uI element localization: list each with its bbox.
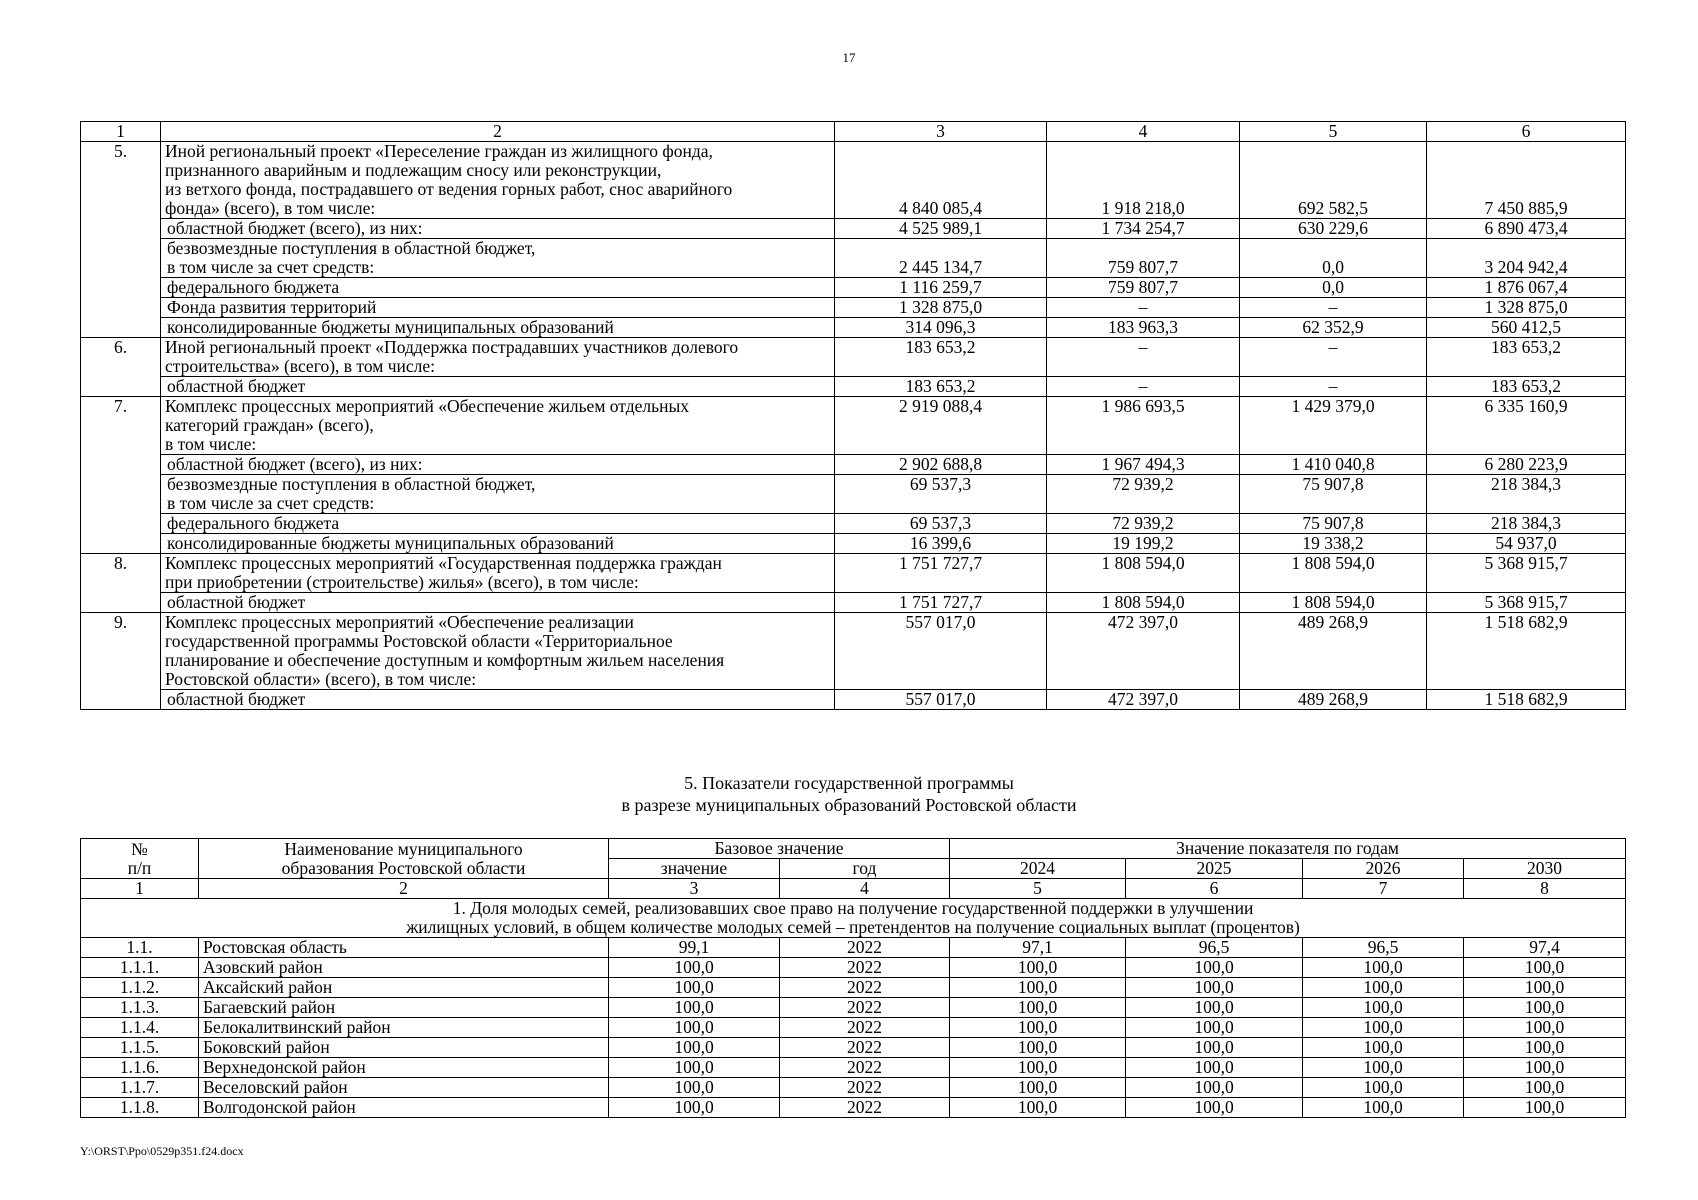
table-row	[81, 1018, 1626, 1038]
table-row	[81, 1058, 1626, 1078]
cell-y2030: 100,0	[1464, 1078, 1626, 1098]
section-heading-line2: в разрезе муниципальных образований Ростовской области	[621, 795, 1077, 815]
value-v4: 759 807,7	[1047, 239, 1240, 278]
value-v5: –	[1240, 298, 1427, 318]
value-v3: 557 017,0	[835, 613, 1047, 690]
cell-y2025: 100,0	[1126, 1038, 1303, 1058]
value-v4: 1 734 254,7	[1047, 219, 1240, 239]
cell-year: 2022	[780, 1058, 950, 1078]
cell-base: 100,0	[609, 958, 780, 978]
colnum-4: 4	[780, 879, 950, 899]
value-v5: 19 338,2	[1240, 534, 1427, 554]
row-name: областной бюджет	[161, 690, 835, 710]
value-v5: 75 907,8	[1240, 514, 1427, 534]
value-v6: 1 518 682,9	[1427, 613, 1626, 690]
value-v5: 1 410 040,8	[1240, 455, 1427, 475]
value-v6: 560 412,5	[1427, 318, 1626, 338]
value-v3: 557 017,0	[835, 690, 1047, 710]
value-v3: 183 653,2	[835, 338, 1047, 377]
row-number: 7.	[81, 397, 161, 554]
table-row	[81, 239, 1626, 278]
value-v6: 183 653,2	[1427, 338, 1626, 377]
value-v5: –	[1240, 338, 1427, 377]
page-number: 17	[842, 50, 856, 65]
table-row	[81, 514, 1626, 534]
value-v4: 472 397,0	[1047, 613, 1240, 690]
value-v5: 75 907,8	[1240, 475, 1427, 514]
table-row	[81, 593, 1626, 613]
header-col-3: 3	[835, 122, 1047, 142]
value-v5: 0,0	[1240, 278, 1427, 298]
cell-num: 1.1.8.	[81, 1098, 199, 1118]
header-year-2030: 2030	[1464, 859, 1626, 879]
value-v6: 1 328 875,0	[1427, 298, 1626, 318]
cell-y2024: 97,1	[950, 938, 1126, 958]
table-row	[81, 554, 1626, 593]
row-name: безвозмездные поступления в областной бюджет, в том числе за счет средств:	[161, 475, 835, 514]
cell-y2026: 100,0	[1303, 1058, 1464, 1078]
cell-num: 1.1.3.	[81, 998, 199, 1018]
header-year-2024: 2024	[950, 859, 1126, 879]
value-v6: 5 368 915,7	[1427, 554, 1626, 593]
row-name: областной бюджет (всего), из них:	[161, 455, 835, 475]
cell-y2030: 100,0	[1464, 1058, 1626, 1078]
value-v3: 183 653,2	[835, 377, 1047, 397]
value-v3: 2 919 088,4	[835, 397, 1047, 455]
cell-y2025: 100,0	[1126, 1058, 1303, 1078]
header-year: год	[780, 859, 950, 879]
cell-y2030: 100,0	[1464, 978, 1626, 998]
colnum-8: 8	[1464, 879, 1626, 899]
cell-y2024: 100,0	[950, 1098, 1126, 1118]
cell-base: 100,0	[609, 1018, 780, 1038]
cell-year: 2022	[780, 1078, 950, 1098]
value-v5: 630 229,6	[1240, 219, 1427, 239]
cell-name: Ростовская область	[199, 938, 609, 958]
cell-y2025: 100,0	[1126, 1078, 1303, 1098]
value-v3: 4 525 989,1	[835, 219, 1047, 239]
header-col-4: 4	[1047, 122, 1240, 142]
value-v4: –	[1047, 377, 1240, 397]
table-row	[81, 1098, 1626, 1118]
value-v3: 2 445 134,7	[835, 239, 1047, 278]
table-row	[81, 377, 1626, 397]
cell-y2026: 100,0	[1303, 1078, 1464, 1098]
value-v3: 1 116 259,7	[835, 278, 1047, 298]
colnum-5: 5	[950, 879, 1126, 899]
cell-name: Азовский район	[199, 958, 609, 978]
cell-num: 1.1.6.	[81, 1058, 199, 1078]
value-v5: 1 808 594,0	[1240, 554, 1427, 593]
header-col-1: 1	[81, 122, 161, 142]
value-v3: 4 840 085,4	[835, 142, 1047, 219]
value-v6: 218 384,3	[1427, 475, 1626, 514]
value-v3: 314 096,3	[835, 318, 1047, 338]
cell-year: 2022	[780, 1038, 950, 1058]
header-municipality: Наименование муниципального образования Ростовской области	[199, 839, 609, 879]
indicator-group-title: 1. Доля молодых семей, реализовавших свое право на получение государственной поддержки в улучшении жилищных условий, в общем количестве молодых семей – претендентов на получение социальных выплат (процентов)	[81, 899, 1626, 938]
value-v3: 2 902 688,8	[835, 455, 1047, 475]
value-v3: 69 537,3	[835, 514, 1047, 534]
row-name: Комплекс процессных мероприятий «Государственная поддержка граждан при приобретении (строительстве) жилья» (всего), в том числе:	[161, 554, 835, 593]
table-row	[81, 219, 1626, 239]
cell-y2030: 100,0	[1464, 1098, 1626, 1118]
cell-y2024: 100,0	[950, 1018, 1126, 1038]
row-name: Иной региональный проект «Переселение граждан из жилищного фонда, признанного аварийным и подлежащим сносу или реконструкции, из ветхого фонда, пострадавшего от ведения горных работ, снос аварийного фонда» (всего), в том числе:	[161, 142, 835, 219]
header-value: значение	[609, 859, 780, 879]
value-v6: 3 204 942,4	[1427, 239, 1626, 278]
cell-y2025: 100,0	[1126, 998, 1303, 1018]
cell-name: Аксайский район	[199, 978, 609, 998]
value-v4: 1 918 218,0	[1047, 142, 1240, 219]
header-col-2: 2	[161, 122, 835, 142]
cell-base: 100,0	[609, 978, 780, 998]
cell-num: 1.1.5.	[81, 1038, 199, 1058]
table-row	[81, 142, 1626, 219]
cell-y2026: 100,0	[1303, 978, 1464, 998]
cell-y2026: 100,0	[1303, 998, 1464, 1018]
cell-y2026: 96,5	[1303, 938, 1464, 958]
cell-base: 100,0	[609, 1038, 780, 1058]
cell-num: 1.1.2.	[81, 978, 199, 998]
row-number: 8.	[81, 554, 161, 613]
table-row	[81, 298, 1626, 318]
cell-y2030: 100,0	[1464, 1018, 1626, 1038]
cell-y2024: 100,0	[950, 998, 1126, 1018]
table-row	[81, 455, 1626, 475]
cell-year: 2022	[780, 978, 950, 998]
value-v5: 62 352,9	[1240, 318, 1427, 338]
row-name: Комплекс процессных мероприятий «Обеспечение реализации государственной программы Ростовской области «Территориальное планирование и обеспечение доступным и комфортным жильем населения Ростовской области» (всего), в том числе:	[161, 613, 835, 690]
cell-base: 99,1	[609, 938, 780, 958]
cell-base: 100,0	[609, 1058, 780, 1078]
value-v5: 489 268,9	[1240, 613, 1427, 690]
cell-y2025: 100,0	[1126, 1018, 1303, 1038]
value-v3: 16 399,6	[835, 534, 1047, 554]
cell-y2025: 96,5	[1126, 938, 1303, 958]
cell-base: 100,0	[609, 1098, 780, 1118]
value-v4: 472 397,0	[1047, 690, 1240, 710]
value-v4: –	[1047, 338, 1240, 377]
funding-table	[80, 121, 1626, 710]
value-v6: 7 450 885,9	[1427, 142, 1626, 219]
value-v5: 1 429 379,0	[1240, 397, 1427, 455]
cell-name: Веселовский район	[199, 1078, 609, 1098]
row-name: Комплекс процессных мероприятий «Обеспечение жильем отдельных категорий граждан» (всего), в том числе:	[161, 397, 835, 455]
value-v4: 183 963,3	[1047, 318, 1240, 338]
cell-y2024: 100,0	[950, 1038, 1126, 1058]
value-v4: 72 939,2	[1047, 514, 1240, 534]
table-row	[81, 338, 1626, 377]
cell-y2024: 100,0	[950, 1058, 1126, 1078]
table-row	[81, 978, 1626, 998]
value-v6: 218 384,3	[1427, 514, 1626, 534]
cell-y2024: 100,0	[950, 958, 1126, 978]
cell-name: Белокалитвинский район	[199, 1018, 609, 1038]
row-name: областной бюджет (всего), из них:	[161, 219, 835, 239]
header-num: № п/п	[81, 839, 199, 879]
value-v6: 54 937,0	[1427, 534, 1626, 554]
row-name: областной бюджет	[161, 593, 835, 613]
colnum-3: 3	[609, 879, 780, 899]
colnum-7: 7	[1303, 879, 1464, 899]
cell-y2026: 100,0	[1303, 1098, 1464, 1118]
cell-y2026: 100,0	[1303, 1038, 1464, 1058]
row-number: 6.	[81, 338, 161, 397]
header-col-5: 5	[1240, 122, 1427, 142]
value-v6: 6 890 473,4	[1427, 219, 1626, 239]
table-row	[81, 475, 1626, 514]
cell-y2025: 100,0	[1126, 978, 1303, 998]
table-row	[81, 998, 1626, 1018]
section-heading-line1: 5. Показатели государственной программы	[684, 773, 1014, 793]
value-v5: 489 268,9	[1240, 690, 1427, 710]
table-row	[81, 938, 1626, 958]
cell-name: Багаевский район	[199, 998, 609, 1018]
row-number: 5.	[81, 142, 161, 338]
row-name: федерального бюджета	[161, 278, 835, 298]
colnum-1: 1	[81, 879, 199, 899]
value-v5: 692 582,5	[1240, 142, 1427, 219]
cell-y2026: 100,0	[1303, 958, 1464, 978]
row-name: областной бюджет	[161, 377, 835, 397]
cell-num: 1.1.	[81, 938, 199, 958]
cell-year: 2022	[780, 1098, 950, 1118]
header-year-2025: 2025	[1126, 859, 1303, 879]
section-heading	[0, 772, 1698, 816]
value-v4: 1 986 693,5	[1047, 397, 1240, 455]
cell-y2030: 100,0	[1464, 1038, 1626, 1058]
row-name: Фонда развития территорий	[161, 298, 835, 318]
row-name: консолидированные бюджеты муниципальных образований	[161, 534, 835, 554]
value-v4: 1 967 494,3	[1047, 455, 1240, 475]
value-v5: 1 808 594,0	[1240, 593, 1427, 613]
cell-year: 2022	[780, 958, 950, 978]
value-v3: 1 751 727,7	[835, 554, 1047, 593]
value-v6: 6 280 223,9	[1427, 455, 1626, 475]
value-v6: 5 368 915,7	[1427, 593, 1626, 613]
footer-file-path: Y:\ORST\Ppo\0529p351.f24.docx	[80, 1144, 244, 1158]
table-row	[81, 318, 1626, 338]
table-row	[81, 534, 1626, 554]
cell-num: 1.1.4.	[81, 1018, 199, 1038]
header-values-by-year: Значение показателя по годам	[950, 839, 1626, 859]
value-v4: –	[1047, 298, 1240, 318]
cell-base: 100,0	[609, 998, 780, 1018]
cell-name: Боковский район	[199, 1038, 609, 1058]
value-v4: 1 808 594,0	[1047, 593, 1240, 613]
table-row	[81, 958, 1626, 978]
value-v4: 19 199,2	[1047, 534, 1240, 554]
cell-year: 2022	[780, 1018, 950, 1038]
cell-name: Верхнедонской район	[199, 1058, 609, 1078]
row-name: консолидированные бюджеты муниципальных образований	[161, 318, 835, 338]
value-v3: 1 328 875,0	[835, 298, 1047, 318]
value-v3: 69 537,3	[835, 475, 1047, 514]
value-v3: 1 751 727,7	[835, 593, 1047, 613]
colnum-6: 6	[1126, 879, 1303, 899]
header-base-value: Базовое значение	[609, 839, 950, 859]
row-name: Иной региональный проект «Поддержка пострадавших участников долевого строительства» (всего), в том числе:	[161, 338, 835, 377]
cell-num: 1.1.7.	[81, 1078, 199, 1098]
cell-year: 2022	[780, 998, 950, 1018]
table-row	[81, 690, 1626, 710]
table-row	[81, 1038, 1626, 1058]
cell-y2024: 100,0	[950, 1078, 1126, 1098]
table-row	[81, 1078, 1626, 1098]
row-name: безвозмездные поступления в областной бюджет, в том числе за счет средств:	[161, 239, 835, 278]
colnum-2: 2	[199, 879, 609, 899]
row-number: 9.	[81, 613, 161, 710]
value-v4: 759 807,7	[1047, 278, 1240, 298]
cell-name: Волгодонской район	[199, 1098, 609, 1118]
value-v5: 0,0	[1240, 239, 1427, 278]
value-v4: 1 808 594,0	[1047, 554, 1240, 593]
value-v6: 183 653,2	[1427, 377, 1626, 397]
cell-y2030: 100,0	[1464, 958, 1626, 978]
cell-y2024: 100,0	[950, 978, 1126, 998]
header-year-2026: 2026	[1303, 859, 1464, 879]
table-row	[81, 278, 1626, 298]
value-v6: 6 335 160,9	[1427, 397, 1626, 455]
table-row	[81, 613, 1626, 690]
indicators-table	[80, 838, 1626, 1118]
value-v5: –	[1240, 377, 1427, 397]
value-v6: 1 876 067,4	[1427, 278, 1626, 298]
cell-y2030: 100,0	[1464, 998, 1626, 1018]
header-col-6: 6	[1427, 122, 1626, 142]
cell-y2026: 100,0	[1303, 1018, 1464, 1038]
value-v4: 72 939,2	[1047, 475, 1240, 514]
table-row	[81, 397, 1626, 455]
cell-y2030: 97,4	[1464, 938, 1626, 958]
row-name: федерального бюджета	[161, 514, 835, 534]
cell-num: 1.1.1.	[81, 958, 199, 978]
cell-y2025: 100,0	[1126, 958, 1303, 978]
cell-year: 2022	[780, 938, 950, 958]
cell-y2025: 100,0	[1126, 1098, 1303, 1118]
cell-base: 100,0	[609, 1078, 780, 1098]
value-v6: 1 518 682,9	[1427, 690, 1626, 710]
